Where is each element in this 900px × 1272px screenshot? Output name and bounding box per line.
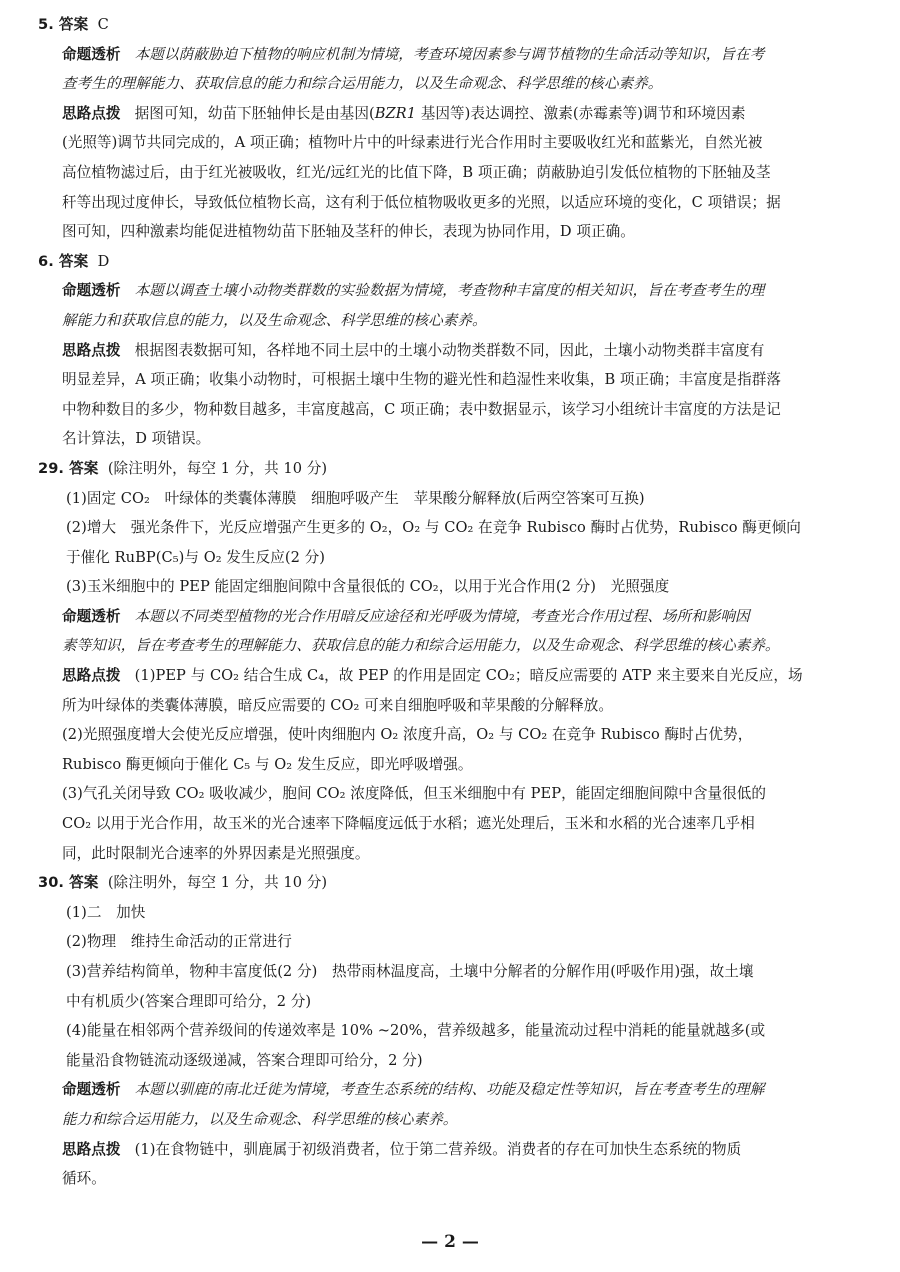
q29-cmtx-line-2 [38, 631, 868, 661]
q5-slddb-line-4: 秆等出现过度伸长，导致低位植物长高，这有利于低位植物吸收更多的光照，以适应环境的变化，C 项错误；据 [62, 193, 781, 211]
score-note: (除注明外，每空 1 分，共 10 分) [107, 874, 328, 892]
q29-answer-line [38, 454, 868, 484]
q30-answer-1: (1)二 加快 [66, 903, 146, 921]
q6-answer-line [38, 247, 868, 277]
answer-value: C [97, 16, 109, 33]
cmtx-text: 能力和综合运用能力，以及生命观念、科学思维的核心素养。 [62, 1110, 458, 1128]
answer-head: 29. 答案 [38, 459, 99, 477]
score-note: (除注明外，每空 1 分，共 10 分) [107, 459, 328, 477]
q5-cmtx-line-2 [38, 69, 868, 99]
cmtx-label: 命题透析 [62, 607, 121, 625]
q29-answer-3: (3)玉米细胞中的 PEP 能固定细胞间隙中含量很低的 CO₂，以用于光合作用(2 分) 光照强度 [66, 578, 670, 596]
slddb-label: 思路点拨 [62, 104, 121, 122]
q6-slddb-line-1 [38, 336, 868, 366]
q29-slddb-line-6: CO₂ 以用于光合作用，故玉米的光合速率下降幅度远低于水稻；遮光处理后，玉米和水稻的光合速率几乎相 [62, 815, 755, 833]
slddb-text: 基因等)表达调控、激素(赤霉素等)调节和环境因素 [416, 104, 746, 122]
q5-slddb-line-2: (光照等)调节共同完成的，A 项正确；植物叶片中的叶绿素进行光合作用时主要吸收红光和蓝紫光，自然光被 [62, 134, 763, 152]
q30-cmtx-line-1 [38, 1075, 868, 1105]
q29-cmtx-line-1 [38, 602, 868, 632]
q6-slddb-line-4: 名计算法，D 项错误。 [62, 430, 211, 448]
q29-slddb-line-2: 所为叶绿体的类囊体薄膜，暗反应需要的 CO₂ 可来自细胞呼吸和苹果酸的分解释放。 [62, 696, 614, 714]
slddb-label: 思路点拨 [62, 1140, 121, 1158]
q29-slddb-line-5: (3)气孔关闭导致 CO₂ 吸收减少，胞间 CO₂ 浓度降低，但玉米细胞中有 PEP，能固定细胞间隙中含量很低的 [62, 785, 767, 803]
q29-slddb-line-1 [38, 661, 868, 691]
slddb-text: 根据图表数据可知，各样地不同土层中的土壤小动物类群数不同，因此，土壤小动物类群丰富度有 [134, 341, 765, 359]
cmtx-text: 本题以驯鹿的南北迁徙为情境，考查生态系统的结构、功能及稳定性等知识，旨在考查考生的理解 [134, 1081, 765, 1099]
slddb-label: 思路点拨 [62, 667, 121, 685]
q30-answer-4-line-1: (4)能量在相邻两个营养级间的传递效率是 10% ~20%，营养级越多，能量流动过程中消耗的能量就越多(或 [66, 1022, 766, 1040]
answer-head: 6. 答案 [38, 252, 89, 270]
slddb-text: (1)PEP 与 CO₂ 结合生成 C₄，故 PEP 的作用是固定 CO₂；暗反应需要的 ATP 来主要来自光反应，场 [134, 667, 803, 685]
cmtx-text: 查考生的理解能力、获取信息的能力和综合运用能力，以及生命观念、科学思维的核心素养。 [62, 75, 663, 93]
slddb-text: 据图可知，幼苗下胚轴伸长是由基因( [134, 104, 375, 122]
q30-answer-line [38, 868, 868, 898]
q30-slddb-line-2: 循环。 [62, 1170, 106, 1188]
cmtx-label: 命题透析 [62, 1081, 121, 1099]
q29-slddb-line-3: (2)光照强度增大会使光反应增强，使叶肉细胞内 O₂ 浓度升高，O₂ 与 CO₂ 在竞争 Rubisco 酶时占优势， [62, 726, 753, 744]
cmtx-text: 本题以荫蔽胁迫下植物的响应机制为情境，考查环境因素参与调节植物的生命活动等知识，旨在考 [134, 45, 765, 63]
cmtx-label: 命题透析 [62, 45, 121, 63]
q5-answer-line [38, 10, 868, 40]
q5-slddb-line-5: 图可知，四种激素均能促进植物幼苗下胚轴及茎秆的伸长，表现为协同作用，D 项正确。 [62, 223, 635, 241]
answer-value: D [97, 252, 110, 270]
cmtx-label: 命题透析 [62, 282, 121, 300]
q29-answer-2-line-2: 于催化 RuBP(C₅)与 O₂ 发生反应(2 分) [66, 548, 326, 566]
q30-answer-3-line-2: 中有机质少(答案合理即可给分，2 分) [66, 992, 312, 1010]
q5-cmtx-line-1 [38, 40, 868, 70]
q30-answer-4-line-2: 能量沿食物链流动逐级递减，答案合理即可给分，2 分) [66, 1051, 423, 1069]
q29-answer-2-line-1: (2)增大 强光条件下，光反应增强产生更多的 O₂，O₂ 与 CO₂ 在竞争 Rubisco 酶时占优势，Rubisco 酶更倾向 [66, 519, 801, 537]
q6-slddb-line-2: 明显差异，A 项正确；收集小动物时，可根据土壤中生物的避光性和趋湿性来收集，B 项正确；丰富度是指群落 [62, 371, 782, 389]
q5-slddb-line-3: 高位植物滤过后，由于红光被吸收，红光/远红光的比值下降，B 项正确；荫蔽胁迫引发低位植物的下胚轴及茎 [62, 163, 771, 181]
slddb-label: 思路点拨 [62, 341, 121, 359]
cmtx-text: 解能力和获取信息的能力，以及生命观念、科学思维的核心素养。 [62, 311, 487, 329]
page-number: — 2 — [421, 1232, 479, 1252]
cmtx-text: 本题以不同类型植物的光合作用暗反应途径和光呼吸为情境，考查光合作用过程、场所和影响因 [134, 607, 750, 625]
slddb-text: (1)在食物链中，驯鹿属于初级消费者，位于第二营养级。消费者的存在可加快生态系统的物质 [134, 1140, 742, 1158]
q6-cmtx-line-1 [38, 276, 868, 306]
q29-slddb-line-4: Rubisco 酶更倾向于催化 C₅ 与 O₂ 发生反应，即光呼吸增强。 [62, 755, 473, 773]
cmtx-text: 素等知识，旨在考查考生的理解能力、获取信息的能力和综合运用能力，以及生命观念、科学思维的核心素养。 [62, 637, 780, 655]
q30-slddb-line-1 [38, 1135, 868, 1165]
q6-slddb-line-3: 中物种数目的多少，物种数目越多，丰富度越高，C 项正确；表中数据显示，该学习小组统计丰富度的方法是记 [62, 400, 781, 418]
q5-slddb-line-1 [38, 99, 868, 129]
q30-answer-3-line-1: (3)营养结构简单，物种丰富度低(2 分) 热带雨林温度高，土壤中分解者的分解作用(呼吸作用)强，故土壤 [66, 963, 754, 980]
q6-cmtx-line-2 [38, 306, 868, 336]
q30-answer-2: (2)物理 维持生命活动的正常进行 [66, 933, 292, 951]
cmtx-text: 本题以调查土壤小动物类群数的实验数据为情境，考查物种丰富度的相关知识，旨在考查考生的理 [134, 282, 765, 300]
answer-head: 5. 答案 [38, 16, 89, 33]
gene-name: BZR1 [374, 104, 417, 122]
answer-head: 30. 答案 [38, 874, 99, 892]
q30-cmtx-line-2 [38, 1105, 868, 1135]
q29-answer-1: (1)固定 CO₂ 叶绿体的类囊体薄膜 细胞呼吸产生 苹果酸分解释放(后两空答案可互换) [66, 489, 645, 507]
q29-slddb-line-7: 同，此时限制光合速率的外界因素是光照强度。 [62, 844, 370, 862]
